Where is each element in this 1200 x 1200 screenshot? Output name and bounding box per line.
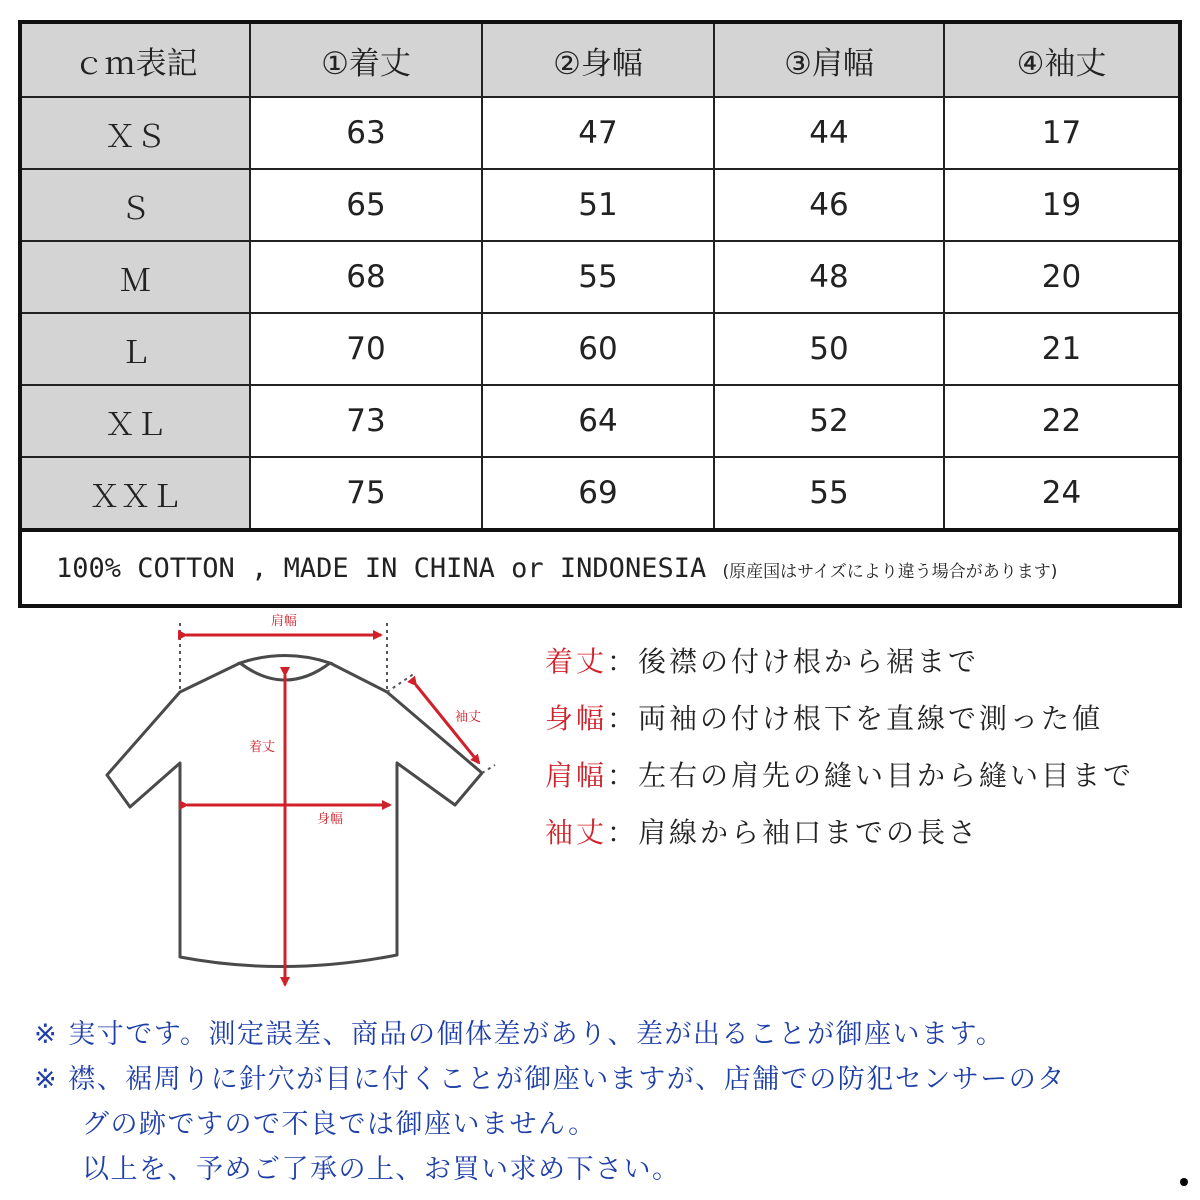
- size-label: Ｓ: [20, 169, 250, 241]
- table-cell: 63: [250, 97, 482, 169]
- table-cell: 22: [944, 385, 1180, 457]
- legend-item: [545, 811, 1134, 868]
- header-body-width: ②身幅: [482, 22, 714, 97]
- diagram-label-shoulder: 肩幅: [270, 614, 298, 629]
- table-cell: 52: [714, 385, 944, 457]
- table-cell: 24: [944, 457, 1180, 530]
- diagram-label-body: 身幅: [316, 812, 344, 827]
- table-row: [20, 313, 1180, 385]
- legend-term: 肩幅: [545, 759, 608, 792]
- material-note: [20, 530, 1180, 606]
- table-cell: 20: [944, 241, 1180, 313]
- table-row: [20, 97, 1180, 169]
- header-sleeve-length: ④袖丈: [944, 22, 1180, 97]
- legend-item: [545, 640, 1134, 697]
- table-cell: 48: [714, 241, 944, 313]
- table-cell: 60: [482, 313, 714, 385]
- measurement-legend: [545, 640, 1134, 868]
- table-row: [20, 241, 1180, 313]
- legend-term: 着丈: [545, 645, 608, 678]
- table-cell: 73: [250, 385, 482, 457]
- notice-line: グの跡ですので不良では御座いません。: [82, 1109, 597, 1140]
- table-cell: 64: [482, 385, 714, 457]
- tshirt-diagram: [100, 605, 520, 995]
- diagram-label-length: 着丈: [248, 740, 276, 755]
- table-cell: 44: [714, 97, 944, 169]
- notice-line: ※ 実寸です。測定誤差、商品の個体差があり、差が出ることが御座います。: [34, 1019, 1005, 1050]
- material-note-origin: (原産国はサイズにより違う場合があります): [722, 561, 1058, 582]
- legend-definition: ：後襟の付け根から裾まで: [607, 645, 980, 678]
- legend-definition: ：左右の肩先の縫い目から縫い目まで: [607, 759, 1135, 792]
- header-length: ①着丈: [250, 22, 482, 97]
- table-cell: 68: [250, 241, 482, 313]
- legend-item: [545, 754, 1134, 811]
- size-label: Ｍ: [20, 241, 250, 313]
- table-row: [20, 457, 1180, 530]
- notice-line: 以上を、予めご了承の上、お買い求め下さい。: [82, 1154, 681, 1185]
- table-cell: 21: [944, 313, 1180, 385]
- size-label: ＸＳ: [20, 97, 250, 169]
- legend-term: 身幅: [545, 702, 608, 735]
- table-cell: 55: [482, 241, 714, 313]
- table-cell: 55: [714, 457, 944, 530]
- legend-item: [545, 697, 1134, 754]
- table-cell: 51: [482, 169, 714, 241]
- legend-definition: ：肩線から袖口までの長さ: [607, 816, 980, 849]
- table-row: [20, 169, 1180, 241]
- legend-definition: ：両袖の付け根下を直線で測った値: [607, 702, 1104, 735]
- table-cell: 17: [944, 97, 1180, 169]
- corner-dot: [1180, 1178, 1188, 1186]
- size-label: ＸＬ: [20, 385, 250, 457]
- notice-line: ※ 襟、裾周りに針穴が目に付くことが御座いますが、店舗での防犯センサーのタ: [34, 1064, 1066, 1095]
- size-label: Ｌ: [20, 313, 250, 385]
- header-unit: ｃｍ表記: [20, 22, 250, 97]
- table-cell: 50: [714, 313, 944, 385]
- table-cell: 19: [944, 169, 1180, 241]
- legend-term: 袖丈: [545, 816, 608, 849]
- table-cell: 65: [250, 169, 482, 241]
- table-cell: 47: [482, 97, 714, 169]
- table-cell: 70: [250, 313, 482, 385]
- material-note-row: [20, 530, 1180, 606]
- material-note-main: 100% COTTON , MADE IN CHINA or INDONESIA: [56, 552, 707, 584]
- table-cell: 69: [482, 457, 714, 530]
- notices: [34, 1012, 1184, 1192]
- table-cell: 46: [714, 169, 944, 241]
- table-header-row: [20, 22, 1180, 97]
- table-cell: 75: [250, 457, 482, 530]
- table-row: [20, 385, 1180, 457]
- diagram-label-sleeve: 袖丈: [454, 710, 482, 725]
- tshirt-outline: [107, 663, 482, 967]
- header-shoulder-width: ③肩幅: [714, 22, 944, 97]
- size-label: ＸＸＬ: [20, 457, 250, 530]
- size-table: [18, 20, 1182, 608]
